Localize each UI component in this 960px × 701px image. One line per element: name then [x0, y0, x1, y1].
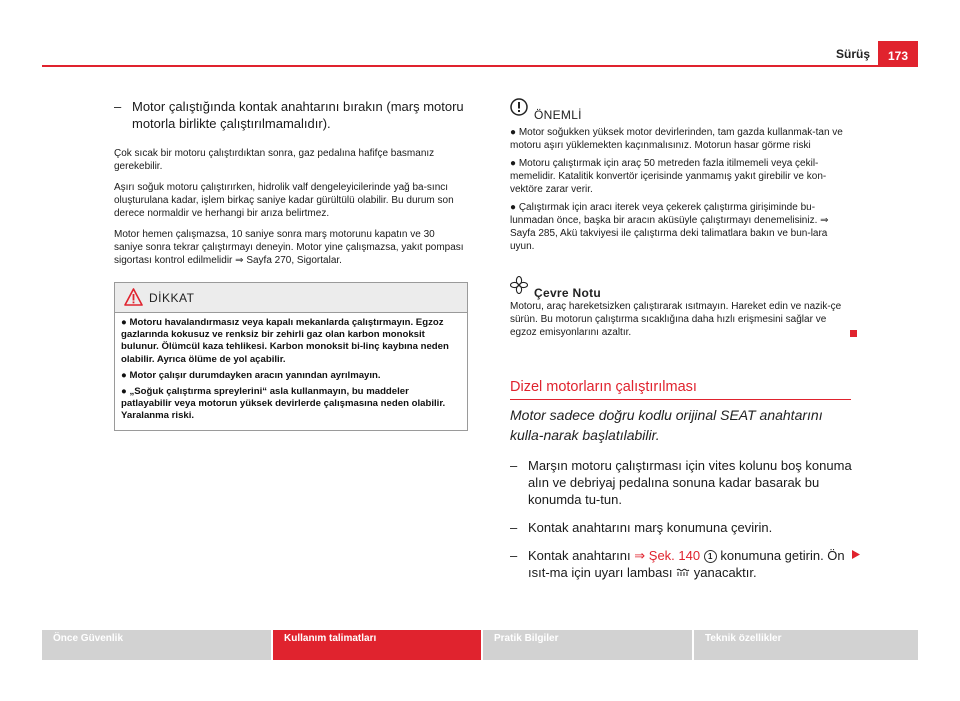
header-divider	[42, 65, 918, 67]
page-reference-link[interactable]: ⇒ Sayfa 285, Akü takviyesi ile çalıştırma deki talimatlara bakın ve bun-lara uyun.	[510, 215, 829, 252]
bullet-icon: ●	[121, 369, 130, 381]
important-title: ÖNEMLİ	[534, 108, 582, 122]
footer-tab-practical[interactable]: Pratik Bilgiler	[483, 630, 692, 660]
page-number: 173	[878, 41, 918, 67]
step-release-key	[114, 98, 466, 132]
footer-tab-safety[interactable]: Önce Güvenlik	[42, 630, 271, 660]
important-header	[510, 98, 853, 126]
step-item: – Kontak anahtarını ⇒ Şek. 140 1 konumuna getirin. Ön ısıt-ma için uyarı lambası yanacaktır.	[510, 548, 845, 580]
step-item: – Marşın motoru çalıştırması için vites kolunu boş konuma alın ve debriyaj pedalına sonuna kadar basarak bu konumda tu-tun.	[510, 458, 852, 507]
bullet-icon: ●	[121, 386, 130, 398]
diesel-steps	[510, 457, 855, 581]
paragraph: Aşırı soğuk motoru çalıştırırken, hidrolik valf dengeleyicilerinde yağ ba-sıncı oluşturulana kadar, işlem birkaç saniye kadar gürültülü olabilir. Bu durum son derece normaldir ve herhangi bir arıza belirtmez.	[114, 182, 454, 219]
step-item: – Kontak anahtarını marş konumuna çevirin.	[510, 520, 773, 535]
warning-bullet: ● Motoru havalandırmasız veya kapalı mekanlarda çalıştırmayın. Egzoz gazlarında kokusuz ve renksiz bir zehirli gaz olan karbon monoksit bulunur. Ölümcül kaza tehlikesi. Karbon monoksit bi-linç kaybına neden olabilir. Ayrıca ölüme de yol açabilir.	[121, 317, 449, 365]
callout-number: 1	[704, 550, 717, 563]
dash-marker: –	[510, 548, 518, 563]
warning-bullet: ● Motor çalışır durumdayken aracın yanından ayrılmayın.	[121, 369, 381, 381]
step-text: Motor çalıştığında kontak anahtarını bırakın (marş motoru motorla birlikte çalıştırılmamalıdır).	[132, 99, 464, 131]
glow-plug-icon	[676, 568, 690, 577]
warning-title: DİKKAT	[149, 291, 195, 305]
warning-bullet: ● „Soğuk çalıştırma spreylerini“ asla kullanmayın, bu maddeler patlayabilir veya motorun yüksek devirlerde çalışmasına neden olabilir. Yaralanma riski.	[121, 386, 446, 422]
footer-tab-operation[interactable]: Kullanım talimatları	[273, 630, 481, 660]
important-bullet: ● Motoru çalıştırmak için araç 50 metreden fazla itilmemeli veya çekil-memelidir. Katalitik konvertör içerisinde yanmamış yakıt girebilir ve kon-vektöre zarar verir.	[510, 158, 827, 195]
bullet-icon: ●	[510, 127, 519, 138]
dash-marker: –	[510, 458, 518, 473]
bullet-icon: ●	[510, 202, 519, 213]
intro-text: Motor sadece doğru kodlu orijinal SEAT anahtarını kulla-narak başlatılabilir.	[510, 407, 823, 443]
section-title: Sürüş	[835, 47, 870, 61]
left-column	[114, 98, 466, 267]
warning-body	[115, 313, 467, 423]
continue-arrow-icon	[852, 550, 860, 559]
environment-header	[510, 276, 853, 300]
figure-reference-link[interactable]: ⇒ Şek. 140	[634, 548, 701, 563]
paragraph: Çok sıcak bir motoru çalıştırdıktan sonra, gaz pedalına hafifçe basmanız gerekebilir.	[114, 148, 435, 172]
dash-marker: –	[510, 520, 518, 535]
bullet-icon: ●	[121, 317, 130, 328]
warning-box	[114, 282, 468, 431]
paragraph	[114, 228, 466, 267]
important-bullet: ● Motor soğukken yüksek motor devirlerinden, tam gazda kullanmak-tan ve motoru aşırı yüklemekten kaçınmalısınız. Motorun hasar görme riski	[510, 127, 843, 151]
environment-note	[510, 276, 853, 339]
leaf-flower-icon	[510, 276, 528, 294]
paragraph-text: Motor hemen çalışmazsa, 10 saniye sonra marş motorunu kapatın ve 30 saniye sonra tekrar çalıştırmayı deneyin. Motor yine çalışmazsa, yakıt pompası sigortası kontrol edilmelidir	[114, 229, 464, 266]
exclamation-circle-icon	[510, 98, 528, 116]
warning-triangle-icon	[124, 288, 143, 306]
important-bullet: ● Çalıştırmak için aracı iterek veya çekerek çalıştırma girişiminde bu-lunmadan önce, başka bir aracın aküsüyle çalıştırmayı denemelisiniz. ⇒ Sayfa 285, Akü takviyesi ile çalıştırma deki talimatlara bakın ve bun-lara uyun.	[510, 202, 829, 252]
footer-tab-technical[interactable]: Teknik özellikler	[694, 630, 918, 660]
page-reference-link[interactable]: ⇒ Sayfa 270, Sigortalar.	[235, 255, 342, 266]
warning-header	[115, 283, 467, 313]
end-of-section-marker	[850, 330, 857, 337]
bullet-icon: ●	[510, 158, 519, 169]
section-heading: Dizel motorların çalıştırılması	[510, 379, 851, 400]
environment-title: Çevre Notu	[534, 286, 602, 300]
environment-text: Motoru, araç hareketsizken çalıştırarak ısıtmayın. Hareket edin ve nazik-çe sürün. Bu motorun çalıştırma sıcaklığına daha hızlı erişmesini sağlar ve egzoz emisyonlarını azaltır.	[510, 301, 842, 338]
important-note	[510, 98, 853, 258]
dash-marker: –	[114, 99, 122, 114]
